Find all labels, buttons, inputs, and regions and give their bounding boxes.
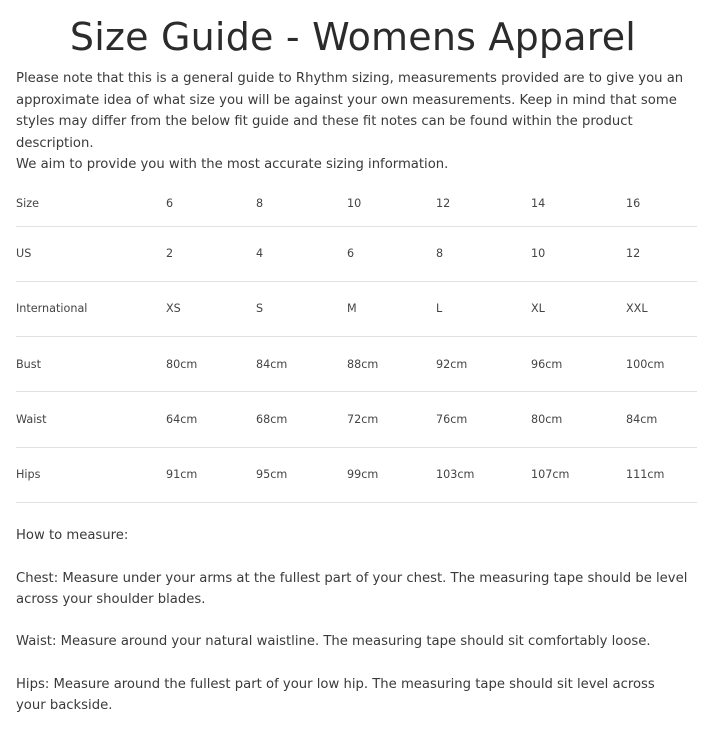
size-table — [16, 181, 697, 503]
table-cell: 10 — [531, 226, 626, 281]
table-cell: 92cm — [436, 337, 531, 392]
row-label: Waist — [16, 392, 166, 447]
table-cell: 107cm — [531, 447, 626, 502]
table-cell: 16 — [626, 181, 697, 227]
chest-instruction: Chest: Measure under your arms at the fullest part of your chest. The measuring tape should be level across your shoulder blades. — [16, 570, 688, 607]
table-cell: 8 — [436, 226, 531, 281]
row-label: Bust — [16, 337, 166, 392]
table-cell: 80cm — [166, 337, 256, 392]
table-row — [16, 447, 697, 502]
row-label: International — [16, 281, 166, 336]
how-to-measure-section — [16, 525, 688, 717]
how-to-measure-heading: How to measure: — [16, 527, 129, 543]
intro-paragraph: We aim to provide you with the most accurate sizing information. — [16, 157, 449, 172]
table-row — [16, 181, 697, 227]
table-cell: M — [347, 281, 436, 336]
intro-text — [16, 68, 688, 176]
row-label: Hips — [16, 447, 166, 502]
table-cell: 4 — [256, 226, 347, 281]
table-cell: 6 — [166, 181, 256, 227]
table-cell: 80cm — [531, 392, 626, 447]
table-row — [16, 337, 697, 392]
table-cell: 96cm — [531, 337, 626, 392]
table-cell: 84cm — [626, 392, 697, 447]
table-cell: 68cm — [256, 392, 347, 447]
table-cell: 2 — [166, 226, 256, 281]
table-cell: XL — [531, 281, 626, 336]
table-row — [16, 226, 697, 281]
table-cell: S — [256, 281, 347, 336]
table-cell: XXL — [626, 281, 697, 336]
table-cell: 12 — [626, 226, 697, 281]
row-label: Size — [16, 181, 166, 227]
intro-paragraph: Please note that this is a general guide to Rhythm sizing, measurements provided are to give you an approximate idea of what size you will be against your own measurements. Keep in mind that some styles may differ from the below fit guide and these fit notes can be found within the product description. — [16, 71, 684, 151]
table-cell: 72cm — [347, 392, 436, 447]
row-label: US — [16, 226, 166, 281]
table-cell: 88cm — [347, 337, 436, 392]
table-cell: 10 — [347, 181, 436, 227]
table-cell: 8 — [256, 181, 347, 227]
hips-instruction: Hips: Measure around the fullest part of your low hip. The measuring tape should sit level across your backside. — [16, 677, 655, 714]
table-cell: 111cm — [626, 447, 697, 502]
table-cell: XS — [166, 281, 256, 336]
table-cell: 6 — [347, 226, 436, 281]
table-cell: 103cm — [436, 447, 531, 502]
table-cell: 99cm — [347, 447, 436, 502]
table-row — [16, 392, 697, 447]
table-cell: 91cm — [166, 447, 256, 502]
page-title: Size Guide - Womens Apparel — [69, 15, 637, 59]
size-guide-page — [16, 0, 697, 738]
table-cell: 76cm — [436, 392, 531, 447]
table-cell: 14 — [531, 181, 626, 227]
table-cell: 64cm — [166, 392, 256, 447]
table-cell: L — [436, 281, 531, 336]
table-cell: 12 — [436, 181, 531, 227]
waist-instruction: Waist: Measure around your natural waistline. The measuring tape should sit comfortably loose. — [16, 634, 651, 650]
table-cell: 84cm — [256, 337, 347, 392]
table-row — [16, 281, 697, 336]
table-cell: 100cm — [626, 337, 697, 392]
table-cell: 95cm — [256, 447, 347, 502]
